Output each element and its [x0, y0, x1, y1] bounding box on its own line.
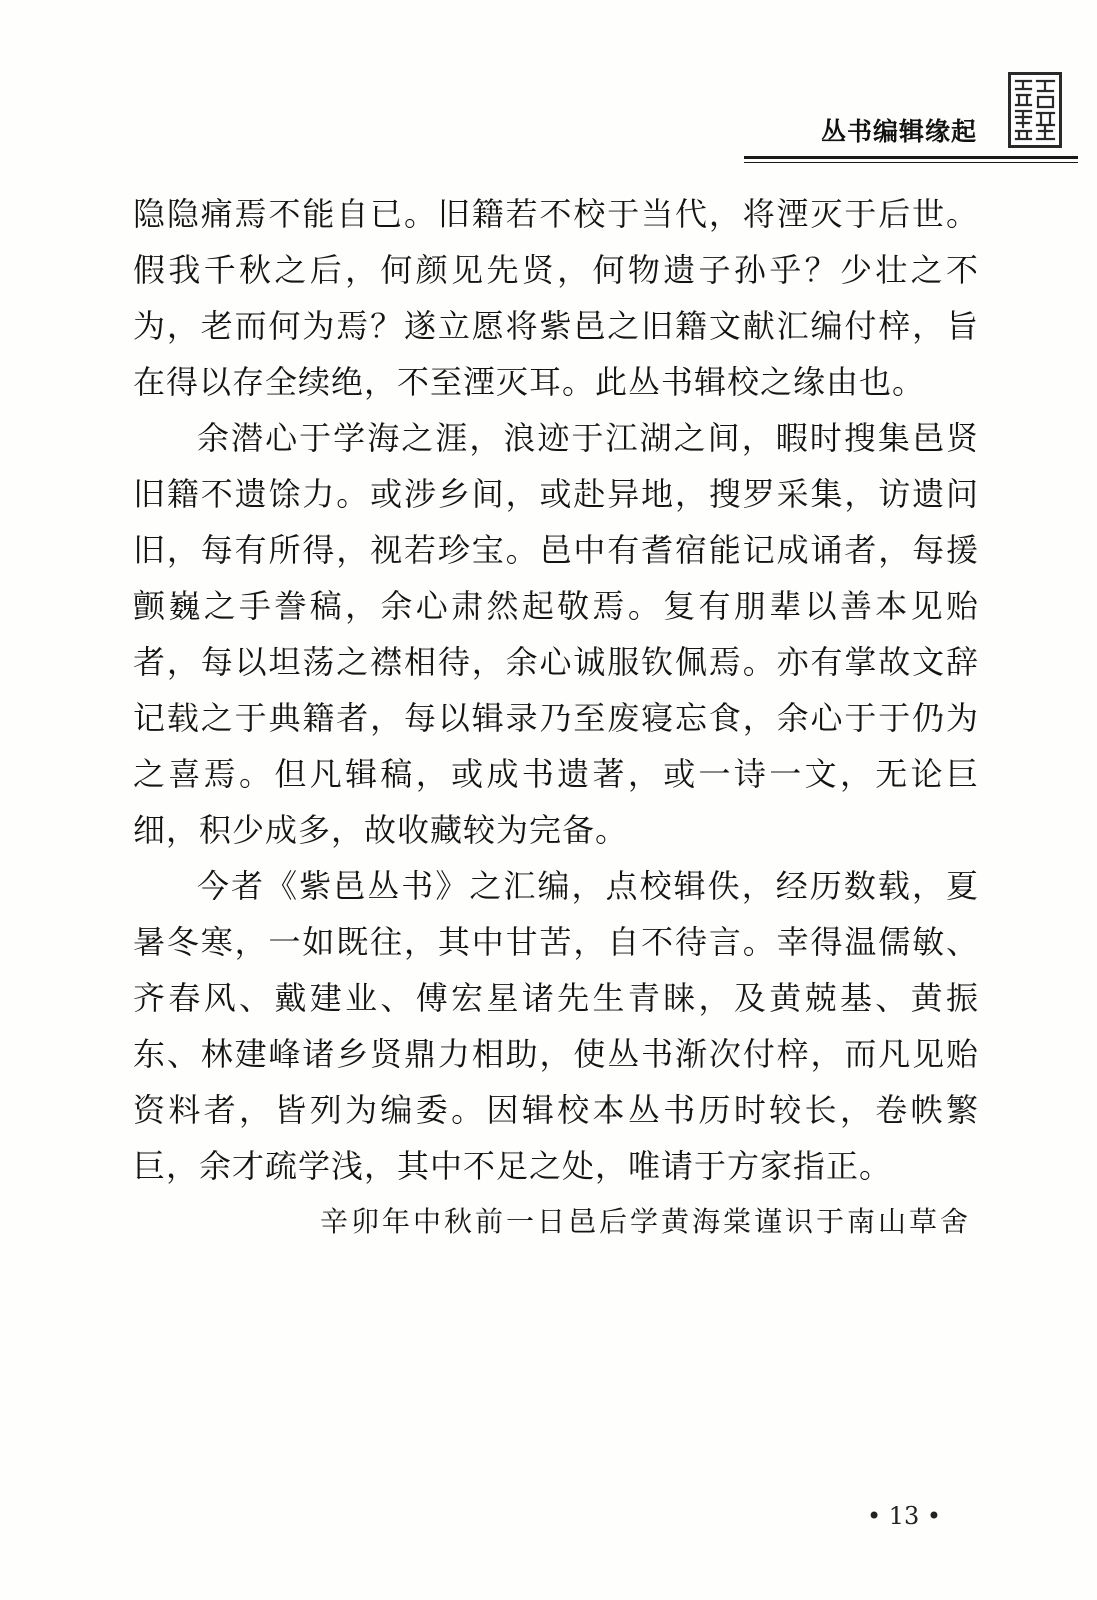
author-signature: 辛卯年中秋前一日邑后学黄海棠谨识于南山草舍	[319, 1205, 971, 1238]
body-text	[133, 186, 979, 1250]
header-rule-thin	[744, 162, 1078, 163]
seal-icon	[1008, 72, 1062, 148]
paragraph-collection: 余潜心于学海之涯，浪迹于江湖之间，暇时搜集邑贤旧籍不遗馀力。或涉乡间，或赴异地，搜罗采集，访遗问旧，每有所得，视若珍宝。邑中有耆宿能记成诵者，每援颤巍之手誊稿，余心肃然起敬焉。复有朋辈以善本见贻者，每以坦荡之襟相待，余心诚服钦佩焉。亦有掌故文辞记载之于典籍者，每以辑录乃至废寝忘食，余心于于仍为之喜焉。但凡辑稿，或成书遗著，或一诗一文，无论巨细，积少成多，故收藏较为完备。	[133, 419, 979, 849]
page-number: • 13 •	[866, 1502, 942, 1530]
paragraph-continued: 隐隐痛焉不能自已。旧籍若不校于当代，将湮灭于后世。假我千秋之后，何颜见先贤，何物遗子孙乎？少壮之不为，老而何为焉？遂立愿将紫邑之旧籍文献汇编付梓，旨在得以存全续绝，不至湮灭耳。此丛书辑校之缘由也。	[133, 195, 979, 401]
section-title: 丛书编辑缘起	[820, 117, 977, 146]
header-rule	[744, 156, 1078, 159]
paragraph-compilation: 今者《紫邑丛书》之汇编，点校辑佚，经历数载，夏暑冬寒，一如既往，其中甘苦，自不待言。幸得温儒敏、齐春风、戴建业、傅宏星诸先生青睐，及黄兢基、黄振东、林建峰诸乡贤鼎力相助，使丛书渐次付梓，而凡见贻资料者，皆列为编委。因辑校本丛书历时较长，卷帙繁巨，余才疏学浅，其中不足之处，唯请于方家指正。	[133, 867, 979, 1185]
